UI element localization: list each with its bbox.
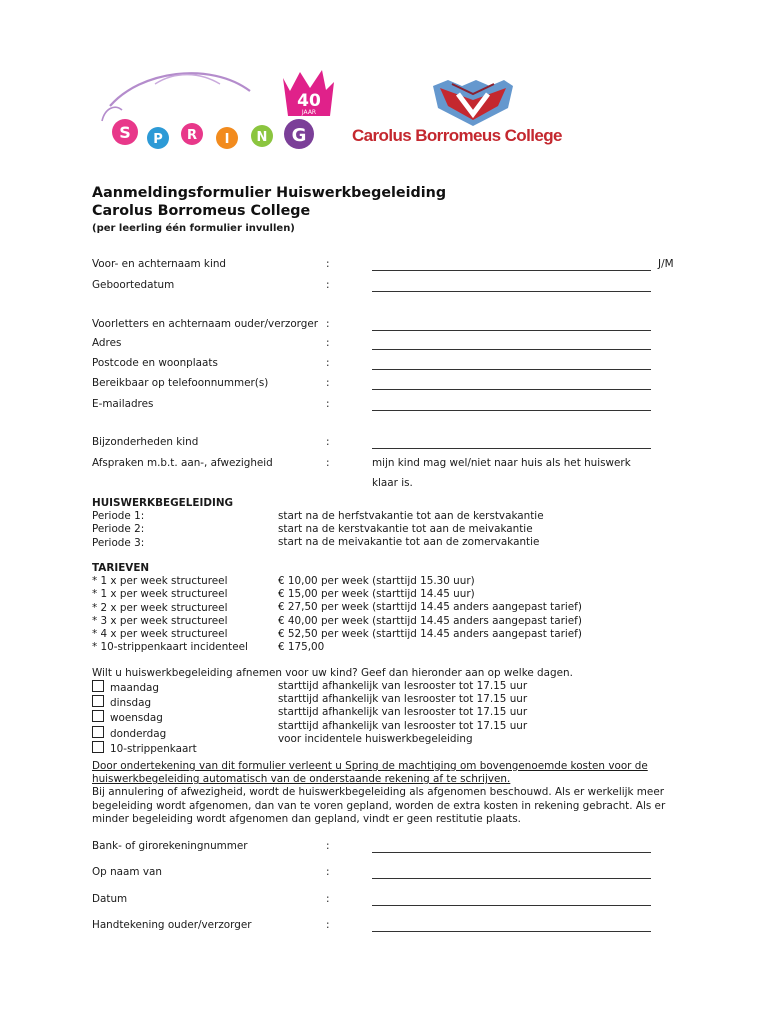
- rate-label: * 10-strippenkaart incidenteel: [92, 641, 248, 654]
- field-account-name[interactable]: [92, 866, 692, 882]
- field-absence: [92, 457, 692, 473]
- field-colon: :: [326, 377, 330, 389]
- field-colon: :: [326, 357, 330, 369]
- field-colon: :: [326, 436, 330, 448]
- notice-line: begeleiding wordt afgenomen, dan van te voren gepland, worden de extra kosten in rekening gebracht. Als er: [92, 799, 666, 812]
- field-colon: :: [326, 398, 330, 410]
- periods-heading: HUISWERKBEGELEIDING: [92, 497, 234, 509]
- day-option[interactable]: [92, 741, 197, 756]
- field-parent-name[interactable]: [92, 318, 692, 334]
- gender-suffix: J/M: [658, 258, 674, 270]
- field-label: Bereikbaar op telefoonnummer(s): [92, 377, 269, 389]
- field-postcode[interactable]: [92, 357, 692, 373]
- notice-line: huiswerkbegeleiding automatisch van de onderstaande rekening af te schrijven.: [92, 773, 511, 786]
- cbc-logo: [350, 78, 562, 152]
- rates-heading: TARIEVEN: [92, 562, 150, 574]
- periods-section: [92, 497, 233, 550]
- field-address[interactable]: [92, 337, 692, 353]
- period-text: start na de herfstvakantie tot aan de kerstvakantie: [278, 510, 544, 522]
- day-text: starttijd afhankelijk van lesrooster tot 17.15 uur: [278, 693, 528, 706]
- fill-line[interactable]: [372, 349, 651, 350]
- days-question: Wilt u huiswerkbegeleiding afnemen voor uw kind? Geef dan hieronder aan op welke dagen.: [92, 667, 573, 679]
- field-birthdate[interactable]: [92, 279, 692, 295]
- field-colon: :: [326, 279, 330, 291]
- spring-badge-number: 40: [297, 91, 321, 111]
- cbc-shield-graphic: [428, 78, 518, 128]
- checkbox-woensdag[interactable]: [92, 710, 104, 722]
- spring-letter: R: [186, 128, 198, 143]
- field-phone[interactable]: [92, 377, 692, 393]
- notice-line: minder begeleiding wordt afgenomen dan gepland, vindt er geen restitutie plaats.: [92, 812, 521, 825]
- spring-letter: N: [256, 130, 268, 145]
- spring-letter: I: [224, 132, 230, 147]
- cbc-name: Carolus Borromeus College: [352, 126, 562, 145]
- form-header: [92, 184, 446, 234]
- field-signature[interactable]: [92, 919, 692, 935]
- rate-label: * 3 x per week structureel: [92, 614, 228, 627]
- checkbox-donderdag[interactable]: [92, 726, 104, 738]
- field-label: Handtekening ouder/verzorger: [92, 919, 252, 931]
- days-texts: [278, 680, 527, 746]
- day-option[interactable]: [92, 695, 197, 710]
- periods-texts: [278, 510, 544, 550]
- spring-letter: G: [291, 125, 307, 146]
- fill-line[interactable]: [372, 852, 651, 853]
- field-label: Afspraken m.b.t. aan-, afwezigheid: [92, 457, 273, 469]
- field-absence-cont: [92, 477, 692, 493]
- form-title: Aanmeldingsformulier Huiswerkbegeleiding: [92, 185, 447, 201]
- spring-logo: [100, 66, 335, 156]
- fill-line[interactable]: [372, 291, 651, 292]
- period-label: Periode 1:: [92, 510, 145, 523]
- rate-price: € 10,00 per week (starttijd 15.30 uur): [278, 575, 475, 587]
- rate-price: € 15,00 per week (starttijd 14.45 uur): [278, 588, 475, 601]
- field-colon: :: [326, 866, 330, 878]
- period-label: Periode 2:: [92, 523, 145, 536]
- rate-label: * 1 x per week structureel: [92, 575, 228, 588]
- day-text: voor incidentele huiswerkbegeleiding: [278, 732, 473, 745]
- fill-line[interactable]: [372, 878, 651, 879]
- fill-line[interactable]: [372, 448, 651, 449]
- field-colon: :: [326, 893, 330, 905]
- field-special[interactable]: [92, 436, 692, 452]
- fill-line[interactable]: [372, 410, 651, 411]
- notice-line: Bij annulering of afwezigheid, wordt de huiswerkbegeleiding als afgenomen beschouwd. Als er werkelijk meer: [92, 786, 664, 799]
- rate-price: € 40,00 per week (starttijd 14.45 anders aangepast tarief): [278, 614, 582, 627]
- field-colon: :: [326, 258, 330, 270]
- field-label: Datum: [92, 893, 128, 905]
- day-label: woensdag: [110, 712, 163, 725]
- field-label: Voor- en achternaam kind: [92, 258, 227, 270]
- field-colon: :: [326, 919, 330, 931]
- day-label: donderdag: [110, 727, 167, 740]
- field-colon: :: [326, 840, 330, 852]
- field-colon: :: [326, 318, 330, 330]
- authorization-notice: [92, 760, 665, 826]
- field-label: Adres: [92, 337, 122, 349]
- spring-letter: P: [153, 132, 163, 147]
- absence-value: mijn kind mag wel/niet naar huis als het huiswerk: [372, 457, 631, 469]
- rates-prices: [278, 575, 582, 654]
- field-date[interactable]: [92, 893, 692, 909]
- day-label: dinsdag: [110, 697, 152, 710]
- field-label: Geboortedatum: [92, 279, 175, 291]
- school-title: Carolus Borromeus College: [92, 203, 311, 219]
- rates-section: [92, 562, 248, 654]
- notice-line: Door ondertekening van dit formulier verleent u Spring de machtiging om bovengenoemde kosten voor de: [92, 760, 648, 772]
- field-bank-account[interactable]: [92, 840, 692, 856]
- field-label: Op naam van: [92, 866, 162, 878]
- field-label: Voorletters en achternaam ouder/verzorger: [92, 318, 319, 330]
- checkbox-dinsdag[interactable]: [92, 695, 104, 707]
- day-option[interactable]: [92, 710, 197, 725]
- day-label: maandag: [110, 682, 160, 694]
- absence-value-cont: klaar is.: [372, 477, 413, 489]
- period-label: Periode 3:: [92, 536, 145, 549]
- fill-line[interactable]: [372, 905, 651, 906]
- day-text: starttijd afhankelijk van lesrooster tot 17.15 uur: [278, 680, 528, 692]
- form-subtitle: (per leerling één formulier invullen): [92, 223, 295, 234]
- rate-label: * 2 x per week structureel: [92, 601, 228, 614]
- spring-badge-word: JAAR: [301, 109, 317, 116]
- field-colon: :: [326, 457, 330, 469]
- fill-line[interactable]: [372, 330, 651, 331]
- period-text: start na de meivakantie tot aan de zomervakantie: [278, 536, 540, 549]
- day-option[interactable]: [92, 680, 197, 695]
- field-colon: :: [326, 337, 330, 349]
- checkbox-maandag[interactable]: [92, 680, 104, 692]
- fill-line[interactable]: [372, 270, 651, 271]
- field-label: Postcode en woonplaats: [92, 357, 218, 369]
- rate-price: € 175,00: [278, 641, 325, 654]
- day-label: 10-strippenkaart: [110, 742, 197, 755]
- fill-line[interactable]: [372, 931, 651, 932]
- spring-letter: S: [119, 123, 131, 142]
- period-text: start na de kerstvakantie tot aan de meivakantie: [278, 523, 533, 536]
- day-text: starttijd afhankelijk van lesrooster tot 17.15 uur: [278, 719, 528, 732]
- rate-label: * 4 x per week structureel: [92, 628, 228, 641]
- rate-label: * 1 x per week structureel: [92, 588, 228, 601]
- day-text: starttijd afhankelijk van lesrooster tot 17.15 uur: [278, 706, 528, 719]
- field-label: Bank- of girorekeningnummer: [92, 840, 248, 852]
- rate-price: € 52,50 per week (starttijd 14.45 anders aangepast tarief): [278, 627, 582, 640]
- day-option[interactable]: [92, 726, 197, 741]
- rate-price: € 27,50 per week (starttijd 14.45 anders aangepast tarief): [278, 601, 582, 614]
- days-checkboxes: [92, 680, 197, 756]
- field-email[interactable]: [92, 398, 692, 414]
- field-label: E-mailadres: [92, 398, 154, 410]
- checkbox-strippenkaart[interactable]: [92, 741, 104, 753]
- field-label: Bijzonderheden kind: [92, 436, 199, 448]
- fill-line[interactable]: [372, 369, 651, 370]
- field-child-name[interactable]: [92, 258, 692, 274]
- fill-line[interactable]: [372, 389, 651, 390]
- spring-logo-graphic: [100, 66, 335, 156]
